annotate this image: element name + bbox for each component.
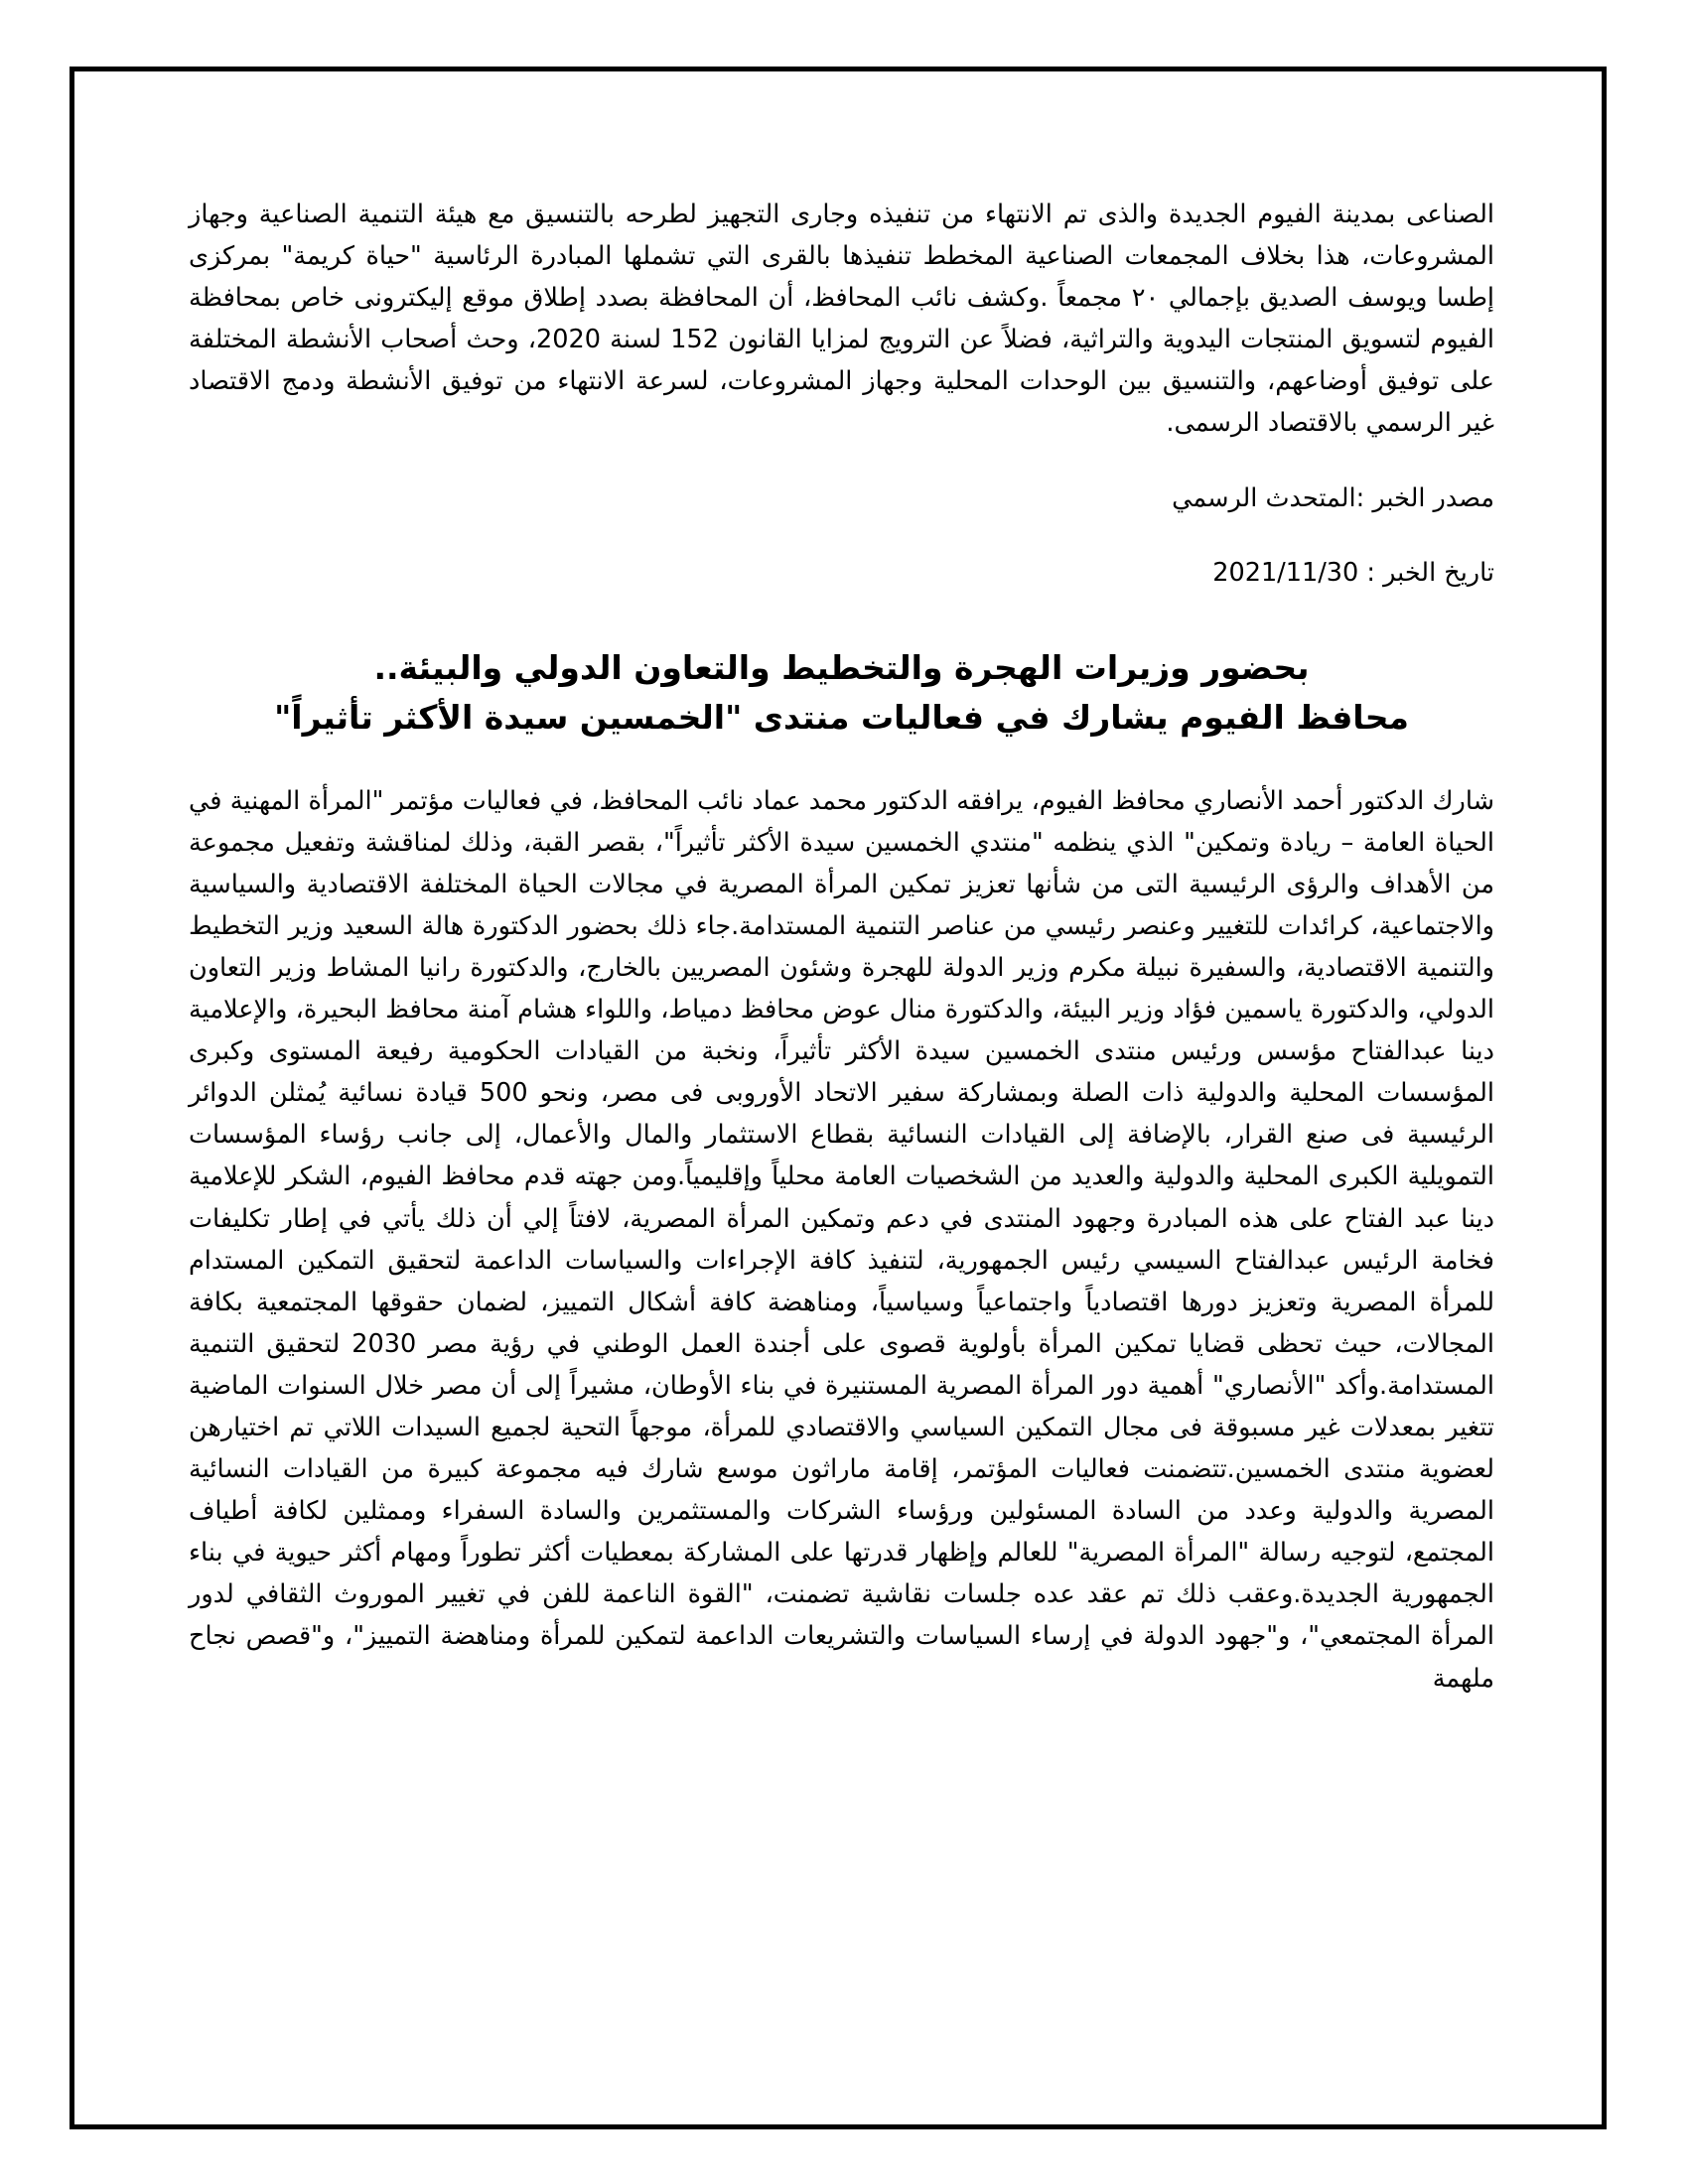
headline-line-2: محافظ الفيوم يشارك في فعاليات منتدى "الخمسين سيدة الأكثر تأثيراً": [274, 697, 1409, 737]
news-source: مصدر الخبر :المتحدث الرسمي: [1172, 482, 1494, 513]
article-headline: [189, 643, 1494, 743]
article-body: شارك الدكتور أحمد الأنصاري محافظ الفيوم، يرافقه الدكتور محمد عماد نائب المحافظ، في فعاليات مؤتمر "المرأة المهنية في الحياة العامة – ريادة وتمكين" الذي ينظمه "منتدي الخمسين سيدة الأكثر تأثيراً"، بقصر القبة، وذلك لمناقشة وتفعيل مجموعة من الأهداف والرؤى الرئيسية التى من شأنها تعزيز تمكين المرأة المصرية في مجالات الحياة المختلفة الاقتصادية والسياسية والاجتماعية، كرائدات للتغيير وعنصر رئيسي من عناصر التنمية المستدامة.جاء ذلك بحضور الدكتورة هالة السعيد وزير التخطيط والتنمية الاقتصادية، والسفيرة نبيلة مكرم وزير الدولة للهجرة وشئون المصريين بالخارج، والدكتورة رانيا المشاط وزير التعاون الدولي، والدكتورة ياسمين فؤاد وزير البيئة، والدكتورة منال عوض محافظ دمياط، واللواء هشام آمنة محافظ البحيرة، والإعلامية دينا عبدالفتاح مؤسس ورئيس منتدى الخمسين سيدة الأكثر تأثيراً، ونخبة من القيادات الحكومية رفيعة المستوى وكبرى المؤسسات المحلية والدولية ذات الصلة وبمشاركة سفير الاتحاد الأوروبى فى مصر، ونحو 500 قيادة نسائية يُمثلن الدوائر الرئيسية فى صنع القرار، بالإضافة إلى القيادات النسائية بقطاع الاستثمار والمال والأعمال، إلى جانب رؤساء المؤسسات التمويلية الكبرى المحلية والدولية والعديد من الشخصيات العامة محلياً وإقليمياً.ومن جهته قدم محافظ الفيوم، الشكر للإعلامية دينا عبد الفتاح على هذه المبادرة وجهود المنتدى في دعم وتمكين المرأة المصرية، لافتاً إلي أن ذلك يأتي في إطار تكليفات فخامة الرئيس عبدالفتاح السيسي رئيس الجمهورية، لتنفيذ كافة الإجراءات والسياسات الداعمة لتحقيق التمكين المستدام للمرأة المصرية وتعزيز دورها اقتصادياً واجتماعياً وسياسياً، ومناهضة كافة أشكال التمييز، لضمان حقوقها المجتمعية بكافة المجالات، حيث تحظى قضايا تمكين المرأة بأولوية قصوى على أجندة العمل الوطني في رؤية مصر 2030 لتحقيق التنمية المستدامة.وأكد "الأنصاري" أهمية دور المرأة المصرية المستنيرة في بناء الأوطان، مشيراً إلى أن مصر خلال السنوات الماضية تتغير بمعدلات غير مسبوقة فى مجال التمكين السياسي والاقتصادي للمرأة، موجهاً التحية لجميع السيدات اللاتي تم اختيارهن لعضوية منتدى الخمسين.تتضمنت فعاليات المؤتمر، إقامة ماراثون موسع شارك فيه مجموعة كبيرة من القيادات النسائية المصرية والدولية وعدد من السادة المسئولين ورؤساء الشركات والمستثمرين والسادة السفراء وممثلين لكافة أطياف المجتمع، لتوجيه رسالة "المرأة المصرية" للعالم وإظهار قدرتها على المشاركة بمعطيات أكثر تطوراً ومهام أكثر حيوية في بناء الجمهورية الجديدة.وعقب ذلك تم عقد عده جلسات نقاشية تضمنت، "القوة الناعمة للفن في تغيير الموروث الثقافي لدور المرأة المجتمعي"، و"جهود الدولة في إرساء السياسات والتشريعات الداعمة لتمكين للمرأة ومناهضة التمييز"، و"قصص نجاح ملهمة: [189, 785, 1494, 1694]
news-date: تاريخ الخبر : 2021/11/30: [1212, 557, 1494, 588]
document-content: [189, 194, 1494, 1700]
intro-paragraph: الصناعى بمدينة الفيوم الجديدة والذى تم الانتهاء من تنفيذه وجارى التجهيز لطرحه بالتنسيق مع هيئة التنمية الصناعية وجهاز المشروعات، هذا بخلاف المجمعات الصناعية المخطط تنفيذها بالقرى التي تشملها المبادرة الرئاسية "حياة كريمة" بمركزى إطسا ويوسف الصديق بإجمالي ٢٠ مجمعاً .وكشف نائب المحافظ، أن المحافظة بصدد إطلاق موقع إليكترونى خاص بمحافظة الفيوم لتسويق المنتجات اليدوية والتراثية، فضلاً عن الترويج لمزايا القانون 152 لسنة 2020، وحث أصحاب الأنشطة المختلفة على توفيق أوضاعهم، والتنسيق بين الوحدات المحلية وجهاز المشروعات، لسرعة الانتهاء من توفيق الأنشطة ودمج الاقتصاد غير الرسمي بالاقتصاد الرسمى.: [189, 200, 1494, 439]
headline-line-1: بحضور وزيرات الهجرة والتخطيط والتعاون الدولي والبيئة..: [373, 647, 1310, 687]
